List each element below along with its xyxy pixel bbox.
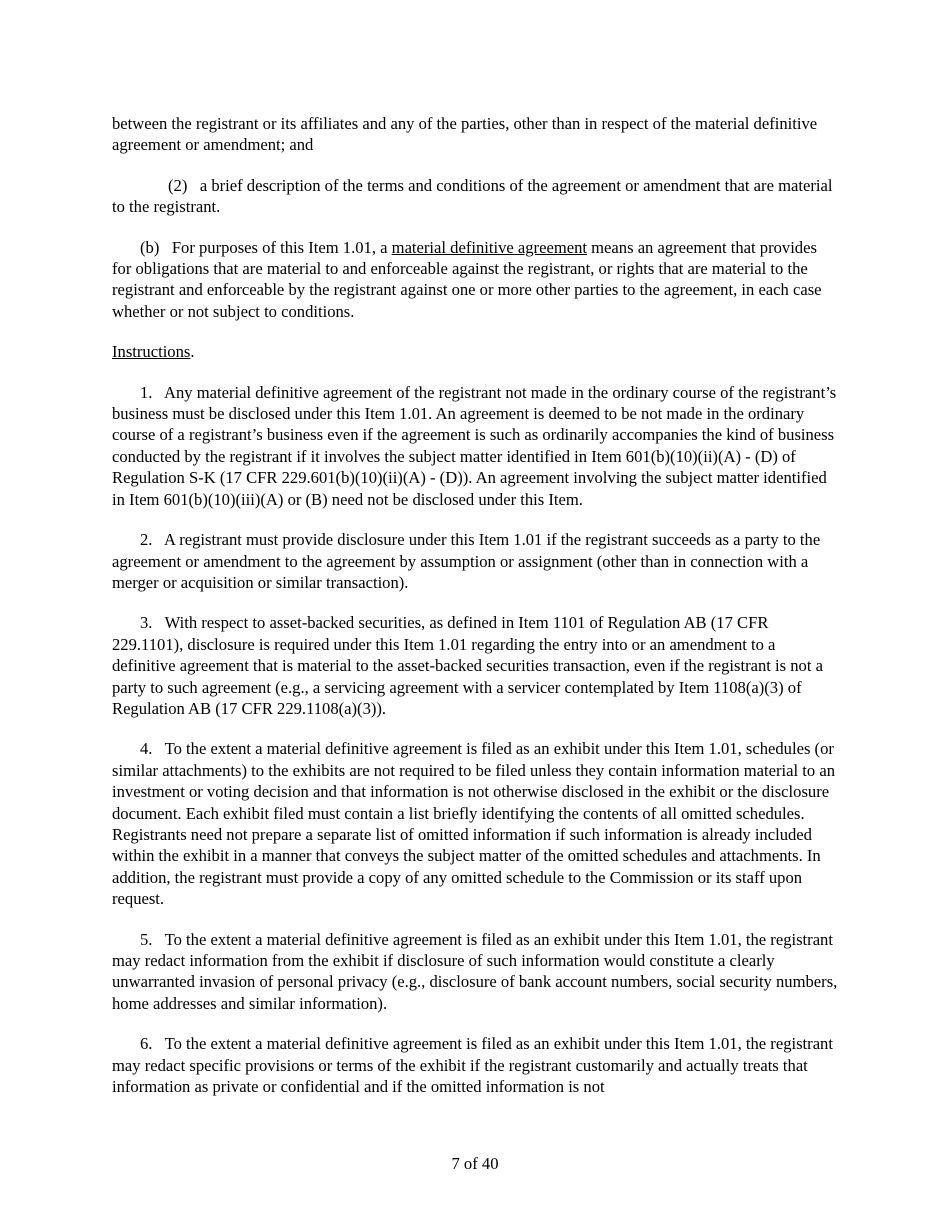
instruction-number: 3. [140, 613, 153, 633]
defined-term: material definitive agreement [391, 237, 587, 257]
page-number: 7 of 40 [451, 1154, 499, 1173]
instruction-number: 5. [140, 929, 153, 949]
instruction-number: 1. [140, 382, 153, 402]
instruction-text: To the extent a material definitive agreement is filed as an exhibit under this Item 1.01, the registrant may redact information from the exhibit if disclosure of such information would constitute a clearly unwarranted invasion of personal privacy (e.g., disclosure of bank account numbers, social security numbers, home addresses and similar information). [112, 929, 838, 1013]
instruction-6 [112, 1033, 840, 1097]
document-body [112, 113, 840, 1116]
instruction-2 [112, 529, 840, 593]
instructions-heading [112, 341, 840, 362]
instruction-number: 2. [140, 530, 153, 550]
instruction-5 [112, 929, 840, 1015]
item-b-paragraph [112, 237, 840, 323]
continuation-paragraph: between the registrant or its affiliates and any of the parties, other than in respect of the material definitive agreement or amendment; and [112, 114, 818, 155]
item-a2-label: (2) [168, 175, 188, 195]
instruction-text: With respect to asset-backed securities, as defined in Item 1101 of Regulation AB (17 CFR 229.1101), disclosure is required under this Item 1.01 regarding the entry into or an amendment to a definitive agreement that is material to the asset-backed securities transaction, even if the registrant is not a party to such agreement (e.g., a servicing agreement with a servicer contemplated by Item 1108(a)(3) of Regulation AB (17 CFR 229.1108(a)(3)). [112, 613, 823, 718]
instruction-1 [112, 382, 840, 510]
item-b-label: (b) [140, 237, 160, 257]
item-b-text-after: means an agreement that provides for obligations that are material to and enforceable against the registrant, or rights that are material to the registrant and enforceable by the registrant against one or more other parties to the agreement, in each case whether or not subject to conditions. [112, 237, 822, 321]
instructions-heading-text: Instructions [112, 342, 191, 362]
instruction-text: To the extent a material definitive agreement is filed as an exhibit under this Item 1.01, the registrant may redact specific provisions or terms of the exhibit if the registrant customarily and actually treats that information as private or confidential and if the omitted information is not [112, 1034, 833, 1097]
item-a2-paragraph [112, 175, 840, 218]
instruction-text: Any material definitive agreement of the registrant not made in the ordinary course of the registrant’s business must be disclosed under this Item 1.01. An agreement is deemed to be not made in the ordinary course of a registrant’s business even if the agreement is such as ordinarily accompanies the kind of business conducted by the registrant if it involves the subject matter identified in Item 601(b)(10)(ii)(A) - (D) of Regulation S-K (17 CFR 229.601(b)(10)(ii)(A) - (D)). An agreement involving the subject matter identified in Item 601(b)(10)(iii)(A) or (B) need not be disclosed under this Item. [112, 382, 837, 509]
instructions-heading-period: . [190, 342, 195, 362]
instruction-4 [112, 738, 840, 909]
item-b-text-before: For purposes of this Item 1.01, a [171, 237, 392, 257]
instruction-3 [112, 612, 840, 719]
instruction-text: A registrant must provide disclosure under this Item 1.01 if the registrant succeeds as a party to the agreement or amendment to the agreement by assumption or assignment (other than in connection with a merger or acquisition or similar transaction). [112, 530, 821, 592]
instruction-number: 6. [140, 1034, 153, 1054]
item-a2-text: a brief description of the terms and conditions of the agreement or amendment that are material to the registrant. [112, 175, 833, 217]
instruction-text: To the extent a material definitive agreement is filed as an exhibit under this Item 1.01, schedules (or similar attachments) to the exhibits are not required to be filed unless they contain information material to an investment or voting decision and that information is not otherwise disclosed in the exhibit or the disclosure document. Each exhibit filed must contain a list briefly identifying the contents of all omitted schedules. Registrants need not prepare a separate list of omitted information if such information is already included within the exhibit in a manner that conveys the subject matter of the omitted schedules and attachments. In addition, the registrant must provide a copy of any omitted schedule to the Commission or its staff upon request. [112, 739, 835, 909]
instruction-number: 4. [140, 739, 153, 759]
